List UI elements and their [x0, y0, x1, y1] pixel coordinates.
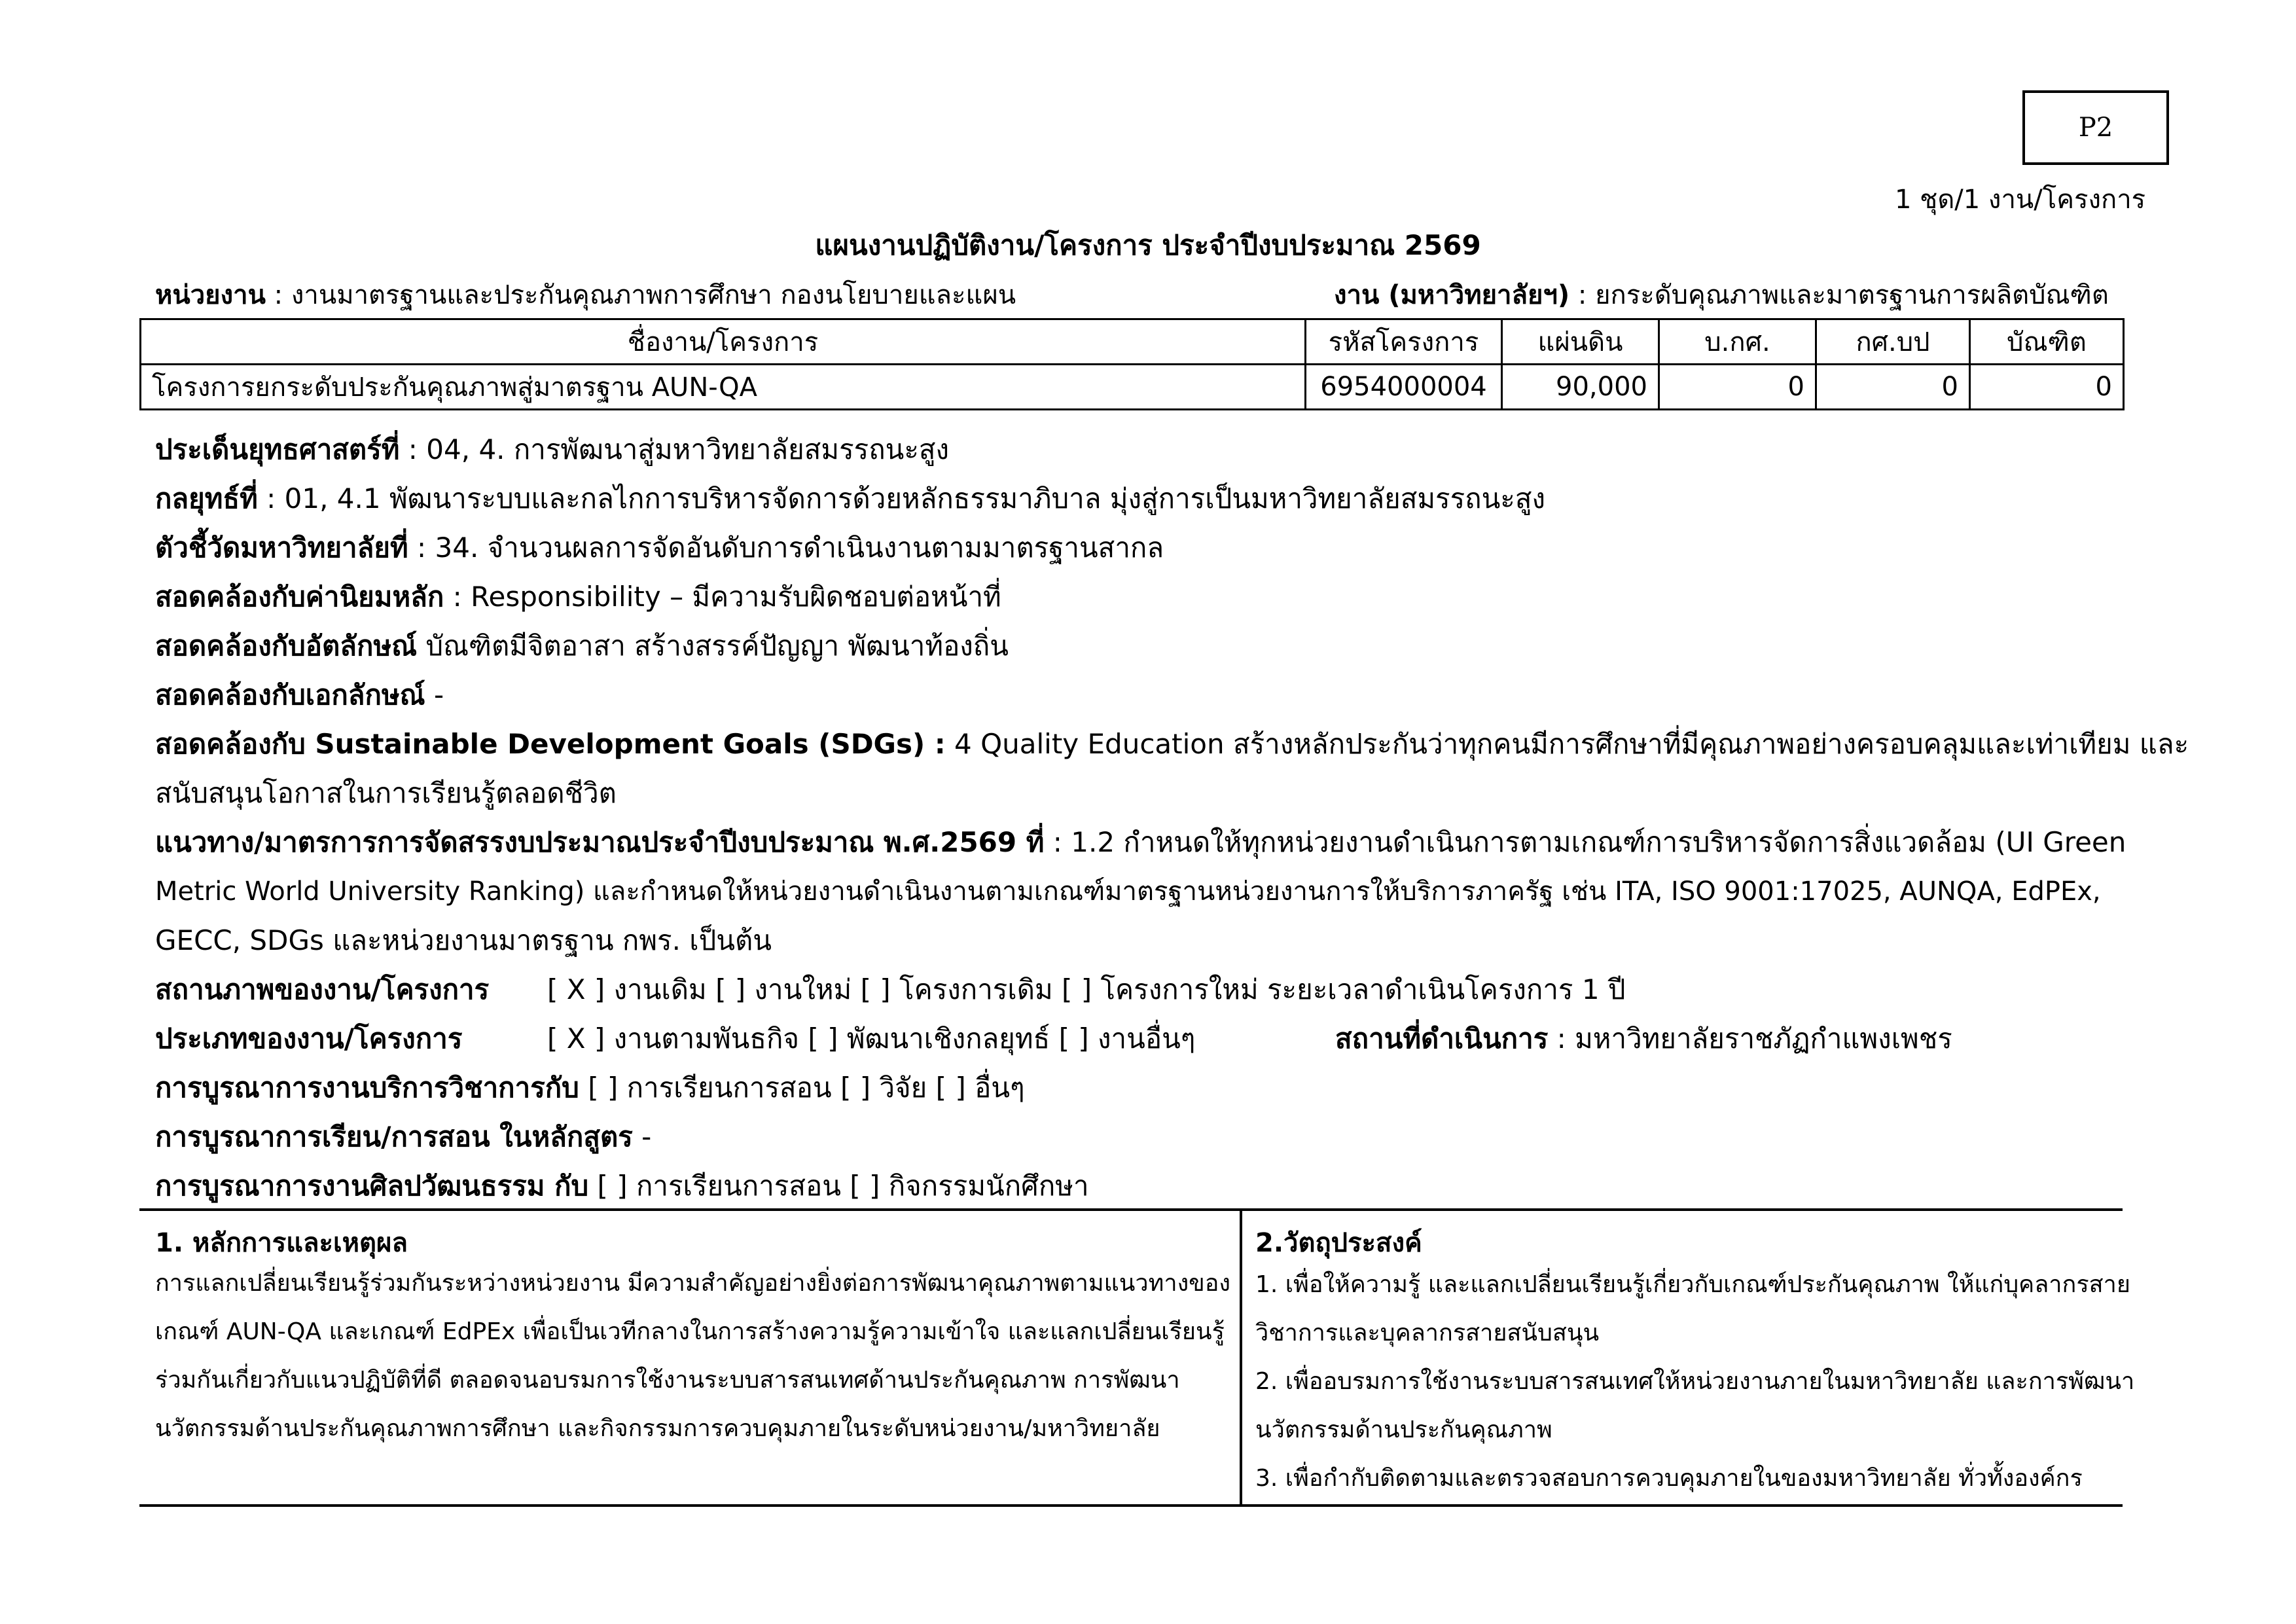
form-code: P2 [2078, 113, 2113, 143]
unit-label: หน่วยงาน [155, 280, 266, 310]
table-row [141, 365, 2124, 410]
budget-line-3: GECC, SDGs และหน่วยงานมาตรฐาน กพร. เป็นต้น [155, 924, 772, 956]
strategy-issue-label: ประเด็นยุทธศาสตร์ที่ [155, 433, 400, 465]
uniqueness-label: สอดคล้องกับเอกลักษณ์ [155, 679, 425, 711]
curriculum-value: - [632, 1121, 652, 1153]
indicator-line [155, 526, 1164, 569]
header-budget-graduate: บัณฑิต [1970, 319, 2124, 365]
location-value: : มหาวิทยาลัยราชภัฏกำแพงเพชร [1548, 1022, 1952, 1055]
budget-value-1: : 1.2 กำหนดให้ทุกหน่วยงานดำเนินการตามเกณฑ์การบริหารจัดการสิ่งแวดล้อม (UI Green [1044, 826, 2126, 858]
status-value: [ X ] งานเดิม [ ] งานใหม่ [ ] โครงการเดิม [ ] โครงการใหม่ ระยะเวลาดำเนินโครงการ 1 ปี [547, 973, 1626, 1005]
identity-label: สอดคล้องกับอัตลักษณ์ [155, 630, 418, 662]
culture-line [155, 1164, 1089, 1208]
section-divider [1240, 1208, 1242, 1507]
objective-line: 1. เพื่อให้ความรู้ และแลกเปลี่ยนเรียนรู้เกี่ยวกับเกณฑ์ประกันคุณภาพ ให้แก่บุคลากรสาย [1255, 1271, 2130, 1298]
objectives-heading: 2.วัตถุประสงค์ [1255, 1228, 1422, 1258]
section-bottom-rule [139, 1504, 2123, 1507]
core-value-label: สอดคล้องกับค่านิยมหลัก [155, 581, 444, 613]
status-label: สถานภาพของงาน/โครงการ [155, 973, 490, 1005]
unit-value: : งานมาตรฐานและประกันคุณภาพการศึกษา กองนโยบายและแผน [265, 280, 1016, 310]
budget-line [155, 821, 2126, 864]
type-line [155, 1017, 462, 1060]
set-note: 1 ชุด/1 งาน/โครงการ [1895, 185, 2146, 215]
uniqueness-line [155, 674, 444, 717]
academic-line [155, 1066, 1025, 1110]
indicator-label: ตัวชี้วัดมหาวิทยาลัยที่ [155, 532, 408, 564]
curriculum-line [155, 1115, 651, 1159]
academic-value: [ ] การเรียนการสอน [ ] วิจัย [ ] อื่นๆ [579, 1072, 1025, 1104]
cell-budget-ksbp: 0 [1816, 365, 1970, 410]
budget-label: แนวทาง/มาตรการการจัดสรรงบประมาณประจำปีงบประมาณ พ.ศ.2569 ที่ [155, 826, 1045, 858]
core-value-line [155, 575, 1001, 619]
strategy-issue-line [155, 428, 949, 471]
cell-project-name: โครงการยกระดับประกันคุณภาพสู่มาตรฐาน AUN-QA [141, 365, 1306, 410]
strategy-label: กลยุทธ์ที่ [155, 482, 258, 514]
rationale-heading: 1. หลักการและเหตุผล [155, 1228, 408, 1258]
objectives-body [1255, 1261, 2134, 1503]
academic-label: การบูรณาการงานบริการวิชาการกับ [155, 1072, 579, 1104]
objective-line: 3. เพื่อกำกับติดตามและตรวจสอบการควบคุมภายในของมหาวิทยาลัย ทั่วทั้งองค์กร [1255, 1465, 2083, 1492]
culture-label: การบูรณาการงานศิลปวัฒนธรรม กับ [155, 1170, 589, 1202]
rationale-line: ร่วมกันเกี่ยวกับแนวปฏิบัติที่ดี ตลอดจนอบรมการใช้งานระบบสารสนเทศด้านประกันคุณภาพ การพัฒนา [155, 1367, 1180, 1394]
core-value-value: : Responsibility – มีความรับผิดชอบต่อหน้าที่ [444, 581, 1001, 613]
identity-line [155, 624, 1009, 668]
work-label: งาน (มหาวิทยาลัยฯ) [1334, 280, 1570, 310]
header-project-name: ชื่องาน/โครงการ [141, 319, 1306, 365]
objective-line: นวัตกรรมด้านประกันคุณภาพ [1255, 1416, 1552, 1443]
strategy-issue-value: : 04, 4. การพัฒนาสู่มหาวิทยาลัยสมรรถนะสูง [399, 433, 950, 465]
header-budget-ksbp: กศ.บป [1816, 319, 1970, 365]
cell-project-code: 6954000004 [1306, 365, 1502, 410]
type-value: [ X ] งานตามพันธกิจ [ ] พัฒนาเชิงกลยุทธ์ [ ] งานอื่นๆ [547, 1022, 1196, 1055]
strategy-line [155, 477, 1545, 520]
location-label: สถานที่ดำเนินการ [1335, 1022, 1549, 1055]
identity-value: บัณฑิตมีจิตอาสา สร้างสรรค์ปัญญา พัฒนาท้องถิ่น [417, 630, 1009, 662]
form-code-box [2022, 90, 2169, 165]
cell-budget-graduate: 0 [1970, 365, 2124, 410]
type-label: ประเภทของงาน/โครงการ [155, 1022, 463, 1055]
section-top-rule [139, 1208, 2123, 1211]
work-value: : ยกระดับคุณภาพและมาตรฐานการผลิตบัณฑิต [1570, 280, 2109, 310]
work-line [1334, 274, 2109, 316]
cell-budget-national: 90,000 [1502, 365, 1659, 410]
strategy-value: : 01, 4.1 พัฒนาระบบและกลไกการบริหารจัดการด้วยหลักธรรมาภิบาล มุ่งสู่การเป็นมหาวิทยาลัยสมรรถนะสูง [257, 482, 1545, 514]
header-budget-bks: บ.กศ. [1659, 319, 1816, 365]
sdg-line [155, 723, 2189, 766]
sdg-line-2: สนับสนุนโอกาสในการเรียนรู้ตลอดชีวิต [155, 777, 617, 809]
budget-line-2: Metric World University Ranking) และกำหนดให้หน่วยงานดำเนินงานตามเกณฑ์มาตรฐานหน่วยงานการให้บริการภาครัฐ เช่น ITA, ISO 9001:17025, AUNQA, EdPEx, [155, 876, 2101, 907]
sdg-label: สอดคล้องกับ Sustainable Development Goals (SDGs) : [155, 728, 946, 760]
objective-line: 2. เพื่ออบรมการใช้งานระบบสารสนเทศให้หน่วยงานภายในมหาวิทยาลัย และการพัฒนา [1255, 1368, 2135, 1395]
rationale-line: เกณฑ์ AUN-QA และเกณฑ์ EdPEx เพื่อเป็นเวทีกลางในการสร้างความรู้ความเข้าใจ และแลกเปลี่ยนเรียนรู้ [155, 1318, 1225, 1345]
uniqueness-value: - [425, 679, 444, 711]
unit-line [155, 274, 1016, 316]
curriculum-label: การบูรณาการเรียน/การสอน ในหลักสูตร [155, 1121, 633, 1153]
rationale-body [155, 1259, 1230, 1453]
rationale-line: นวัตกรรมด้านประกันคุณภาพการศึกษา และกิจกรรมการควบคุมภายในระดับหน่วยงาน/มหาวิทยาลัย [155, 1415, 1160, 1442]
cell-budget-bks: 0 [1659, 365, 1816, 410]
header-budget-national: แผ่นดิน [1502, 319, 1659, 365]
table-header-row [141, 319, 2124, 365]
indicator-value: : 34. จำนวนผลการจัดอันดับการดำเนินงานตามมาตรฐานสากล [408, 532, 1164, 564]
location-line [1335, 1017, 1952, 1060]
header-project-code: รหัสโครงการ [1306, 319, 1502, 365]
objective-line: วิชาการและบุคลากรสายสนับสนุน [1255, 1320, 1600, 1346]
status-line [155, 968, 489, 1011]
culture-value: [ ] การเรียนการสอน [ ] กิจกรรมนักศึกษา [588, 1170, 1089, 1202]
project-table [139, 318, 2125, 410]
sdg-value-1: 4 Quality Education สร้างหลักประกันว่าทุกคนมีการศึกษาที่มีคุณภาพอย่างครอบคลุมและเท่าเทียม และ [945, 728, 2189, 760]
rationale-line: การแลกเปลี่ยนเรียนรู้ร่วมกันระหว่างหน่วยงาน มีความสำคัญอย่างยิ่งต่อการพัฒนาคุณภาพตามแนวทางของ [155, 1270, 1230, 1297]
page-title: แผนงานปฏิบัติงาน/โครงการ ประจำปีงบประมาณ 2569 [815, 229, 1481, 261]
